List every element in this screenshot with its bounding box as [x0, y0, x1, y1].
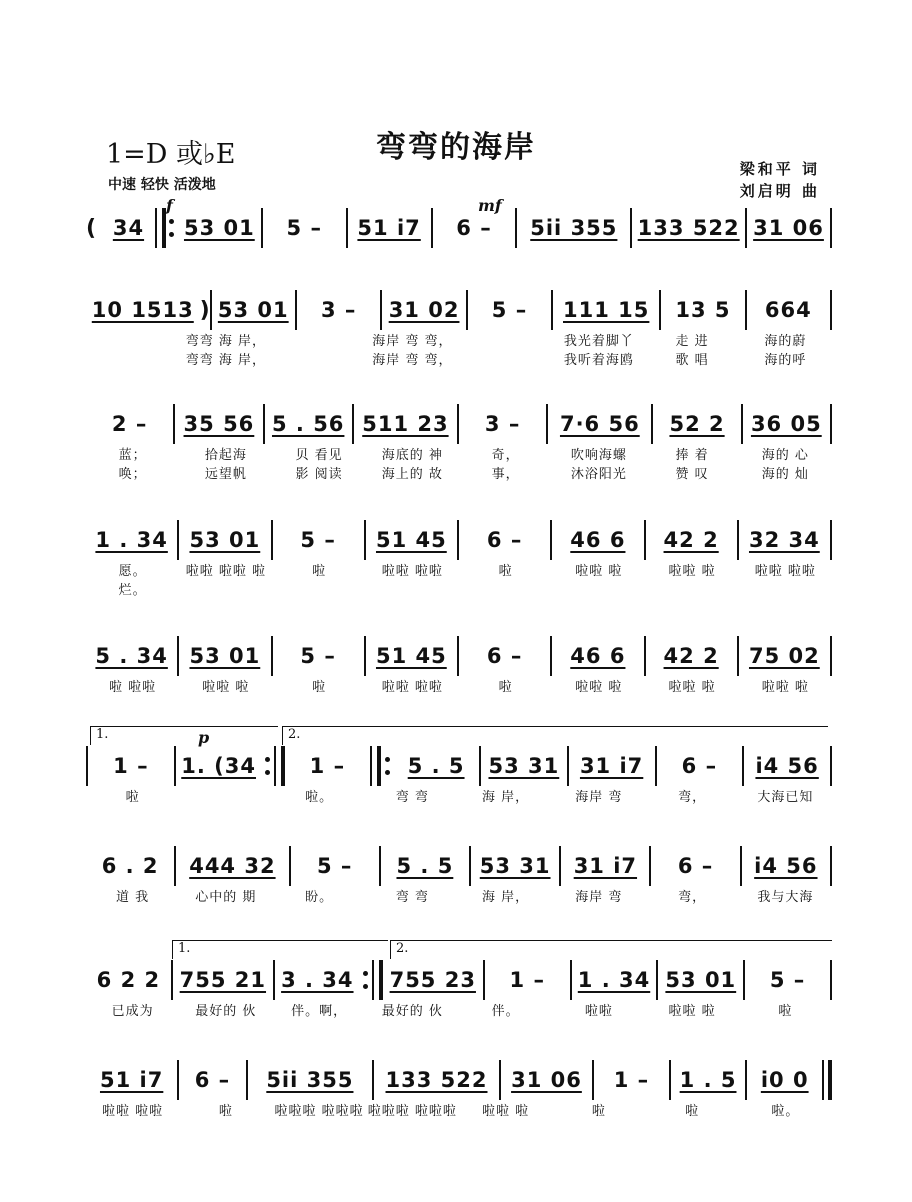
measure: 6 –: [456, 216, 492, 240]
measure: i0 0: [760, 1068, 809, 1092]
lyric: 弯 弯: [395, 790, 429, 805]
measure: 31 i7: [573, 854, 638, 878]
lyric: 啦: [685, 1104, 700, 1119]
lyric: 远望帆: [204, 467, 247, 482]
lyric: 大海已知: [757, 790, 814, 805]
lyric: 海岸 弯 弯，: [372, 334, 453, 349]
lyric: [459, 349, 552, 368]
measure: 1. (34: [181, 754, 256, 778]
measure: 52 2: [669, 412, 725, 436]
measure: 755 21: [179, 968, 267, 992]
measure: 31 02: [388, 298, 460, 322]
lyric: [86, 330, 179, 349]
lyrics-verse-1: [86, 330, 832, 349]
measure: 1 . 5: [679, 1068, 737, 1092]
lyric: 道 我: [116, 890, 150, 905]
measure: 35 56: [183, 412, 255, 436]
measure: 5ii 355: [266, 1068, 354, 1092]
barline: [830, 520, 832, 560]
barline: [830, 404, 832, 444]
lyric: 最好的 伙: [195, 1004, 257, 1019]
lyric: [86, 349, 179, 368]
lyric: 海的 心: [761, 448, 809, 463]
measure: 32 34: [748, 528, 820, 552]
lyric: 我光着脚丫: [563, 334, 634, 349]
lyric: 啦 啦啦: [109, 680, 157, 695]
lyric: 吹响海螺: [570, 448, 627, 463]
lyric: 啦: [778, 1004, 793, 1019]
lyrics-verse-1: [86, 1100, 832, 1119]
lyric: 啦。: [771, 1104, 800, 1119]
lyric: 海的呼: [764, 353, 807, 368]
measure: 5 . 34: [95, 644, 168, 668]
lyric: [273, 349, 366, 368]
dynamic-piano: p: [198, 728, 210, 747]
lyric: [646, 579, 739, 598]
lyric: 最好的 伙: [381, 1004, 443, 1019]
lyric: 沐浴阳光: [570, 467, 627, 482]
lyric: 弯弯 海 岸，: [185, 353, 266, 368]
lyric: 影 阅读: [295, 467, 343, 482]
lyric: 海岸 弯: [575, 790, 623, 805]
staff-system-5: [86, 624, 832, 695]
lyric: 海岸 弯 弯，: [372, 353, 453, 368]
measure: 10 1513: [91, 298, 194, 322]
measure: 133 522: [385, 1068, 488, 1092]
measure: 111 15: [563, 298, 650, 322]
lyric: 啦啦啦 啦啦啦: [274, 1104, 364, 1119]
measure: 5 –: [286, 216, 322, 240]
lyric: 海底的 神: [381, 448, 443, 463]
lyric: 愿。: [118, 564, 147, 579]
lyric: 弯弯 海 岸，: [185, 334, 266, 349]
staff-system-8: [86, 941, 832, 1019]
measure: 664: [764, 298, 812, 322]
measure: 1 –: [309, 754, 346, 778]
lyric: 心中的 期: [195, 890, 257, 905]
measure: 51 45: [375, 644, 447, 668]
measure: 444 32: [189, 854, 276, 878]
measure: 75 02: [748, 644, 820, 668]
measure: 1 –: [509, 968, 545, 992]
measure: 5 . 5: [407, 754, 465, 778]
measure: 34: [112, 216, 145, 240]
lyric: 盼。: [305, 890, 334, 905]
barline: [830, 636, 832, 676]
lyric: 啦啦 啦: [202, 680, 250, 695]
lyric: 海的 灿: [761, 467, 809, 482]
lyric: [459, 330, 552, 349]
repeat-barline: [274, 746, 285, 786]
repeat-dots: [360, 960, 372, 1000]
lyrics-verse-1: [86, 886, 832, 905]
lyric: [179, 786, 272, 805]
lyric: 海的蔚: [764, 334, 807, 349]
measure: 42 2: [663, 644, 719, 668]
repeat-dots: [381, 746, 393, 786]
lyric: 我听着海鸥: [563, 353, 634, 368]
staff-system-9: [86, 1048, 832, 1119]
lyric: 烂。: [118, 583, 147, 598]
staff-system-6: [86, 727, 832, 805]
lyric: 啦啦 啦啦: [754, 564, 816, 579]
lyric: 捧 着: [675, 448, 709, 463]
repeat-dots: [262, 746, 274, 786]
measure: 53 31: [488, 754, 560, 778]
lyric: 伴。啊，: [291, 1004, 348, 1019]
measure: 53 01: [183, 216, 255, 240]
lyric: 啦啦 啦: [761, 680, 809, 695]
lyric: [459, 579, 552, 598]
song-title: 弯弯的海岸: [376, 130, 536, 165]
final-barline: [822, 1060, 832, 1100]
lyric: 啦啦 啦啦: [381, 680, 443, 695]
lyrics-verse-1: [86, 444, 832, 463]
lyric: 事，: [491, 467, 520, 482]
lyric: 啦啦 啦: [482, 1104, 530, 1119]
lyric: 啦: [498, 680, 513, 695]
lyric: 海上的 故: [381, 467, 443, 482]
measure: i4 56: [754, 854, 818, 878]
repeat-barline: [155, 208, 166, 248]
lyric: 伴。: [491, 1004, 520, 1019]
lyric: 蓝；: [118, 448, 147, 463]
lyric: [179, 579, 272, 598]
measure: 1 –: [113, 754, 149, 778]
lyric: 弯 弯: [395, 890, 429, 905]
measure: 6 2 2: [96, 968, 161, 992]
measure: 5ii 355: [530, 216, 618, 240]
measure: 6 –: [677, 854, 714, 878]
lyric: 啦: [312, 680, 327, 695]
lyric: 贝 看见: [295, 448, 343, 463]
measure: 51 45: [375, 528, 447, 552]
measure: 53 01: [189, 644, 261, 668]
first-ending-bracket: 1.: [172, 940, 388, 959]
measure: 53 01: [217, 298, 289, 322]
lyric: 奇，: [491, 448, 520, 463]
measure: 133 522: [637, 216, 740, 240]
measure: 5 –: [300, 644, 336, 668]
dynamic-forte: f: [166, 196, 173, 215]
lyric: [366, 579, 459, 598]
lyric: 弯，: [678, 790, 707, 805]
measure: 6 –: [486, 644, 523, 668]
measure: 5 . 5: [396, 854, 454, 878]
lyricist-credit: 梁和平 词: [739, 160, 820, 178]
barline: [830, 960, 832, 1000]
lyric: 啦啦 啦: [668, 1004, 716, 1019]
lyric: [739, 579, 832, 598]
lyric: 啦: [312, 564, 327, 579]
lyric: 唤；: [118, 467, 147, 482]
measure: 2 –: [111, 412, 148, 436]
measure: 42 2: [663, 528, 719, 552]
key-signature: 1=D 或♭E: [106, 139, 236, 170]
lyric: 海 岸，: [482, 890, 530, 905]
lyric: [552, 579, 645, 598]
lyric: 赞 叹: [675, 467, 709, 482]
measure: 6 . 2: [101, 854, 159, 878]
lyric: 啦: [498, 564, 513, 579]
lyric: 啦啦 啦啦: [381, 564, 443, 579]
second-ending-bracket: 2.: [390, 940, 832, 959]
lyric: 海岸 弯: [575, 890, 623, 905]
lyric: 啦啦: [584, 1004, 613, 1019]
measure: 31 06: [753, 216, 824, 240]
measure: 511 23: [362, 412, 449, 436]
repeat-barline: [372, 960, 383, 1000]
lyric: 啦啦 啦: [668, 564, 716, 579]
barline: [830, 208, 832, 248]
lyrics-verse-1: [86, 560, 832, 579]
measure: 53 01: [665, 968, 737, 992]
measure: 3 –: [484, 412, 521, 436]
measure: 5 –: [491, 298, 528, 322]
lyric: [273, 579, 366, 598]
measure: 5 –: [316, 854, 353, 878]
measure: 13 5: [675, 298, 731, 322]
lyric: 啦啦 啦啦: [102, 1104, 164, 1119]
lyric: 啦: [125, 790, 140, 805]
measure: 53 31: [479, 854, 551, 878]
barline: [830, 290, 832, 330]
measure: 5 –: [769, 968, 806, 992]
measure: 1 –: [613, 1068, 650, 1092]
close-parenthesis: ): [199, 297, 210, 323]
repeat-dots: [166, 208, 178, 248]
lyric: 啦啦 啦: [668, 680, 716, 695]
measure: 31 06: [511, 1068, 582, 1092]
lyric: 啦: [591, 1104, 606, 1119]
measure: 46 6: [570, 528, 626, 552]
measure: 46 6: [570, 644, 626, 668]
lyric: 拾起海: [204, 448, 247, 463]
measure: 36 05: [750, 412, 822, 436]
measure: 53 01: [189, 528, 261, 552]
lyric: 走 进: [675, 334, 709, 349]
tempo-marking: 中速 轻快 活泼地: [108, 177, 216, 193]
staff-system-2: [86, 278, 832, 368]
lyric: 啦啦 啦: [575, 564, 623, 579]
lyric: 啦。: [305, 790, 334, 805]
measure: 1 . 34: [95, 528, 168, 552]
measure: 3 . 34: [281, 968, 354, 992]
barline: [830, 846, 832, 886]
measure: 7·6 56: [559, 412, 640, 436]
lyric: 啦啦啦 啦啦啦: [367, 1104, 457, 1119]
lyric: 歌 唱: [675, 353, 709, 368]
measure: 1 . 34: [577, 968, 651, 992]
lyric: 啦啦 啦: [575, 680, 623, 695]
repeat-barline: [370, 746, 381, 786]
measure: 51 i7: [357, 216, 421, 240]
measure: 3 –: [320, 298, 357, 322]
staff-system-3: [86, 392, 832, 482]
lyric: 我与大海: [757, 890, 814, 905]
lyric: 啦啦 啦啦 啦: [185, 564, 266, 579]
second-ending-bracket: 2.: [282, 726, 828, 745]
first-ending-bracket: 1.: [90, 726, 278, 745]
dynamic-mezzo-forte: mf: [478, 196, 502, 215]
measure: 5 –: [300, 528, 336, 552]
measure: i4 56: [755, 754, 819, 778]
measure: 755 23: [389, 968, 476, 992]
lyric: 已成为: [111, 1004, 154, 1019]
staff-system-1: [86, 196, 832, 248]
lyrics-verse-2: [86, 579, 832, 598]
composer-credit: 刘启明 曲: [739, 182, 820, 200]
measure: 31 i7: [579, 754, 644, 778]
lyrics-verse-1: [86, 1000, 832, 1019]
lyrics-verse-2: [86, 349, 832, 368]
lyrics-verse-2: [86, 463, 832, 482]
measure: 5 . 56: [271, 412, 345, 436]
measure: 6 –: [486, 528, 523, 552]
lyrics-verse-1: [86, 786, 832, 805]
staff-system-7: [86, 834, 832, 905]
barline: [830, 746, 832, 786]
measure: 6 –: [681, 754, 718, 778]
lyric: 海 岸，: [482, 790, 530, 805]
lyric: 啦: [218, 1104, 233, 1119]
open-parenthesis: (: [86, 215, 97, 241]
lyric: 弯，: [678, 890, 707, 905]
staff-system-4: [86, 508, 832, 598]
lyrics-verse-1: [86, 676, 832, 695]
measure: 6 –: [194, 1068, 231, 1092]
lyric: [273, 330, 366, 349]
measure: 51 i7: [99, 1068, 164, 1092]
